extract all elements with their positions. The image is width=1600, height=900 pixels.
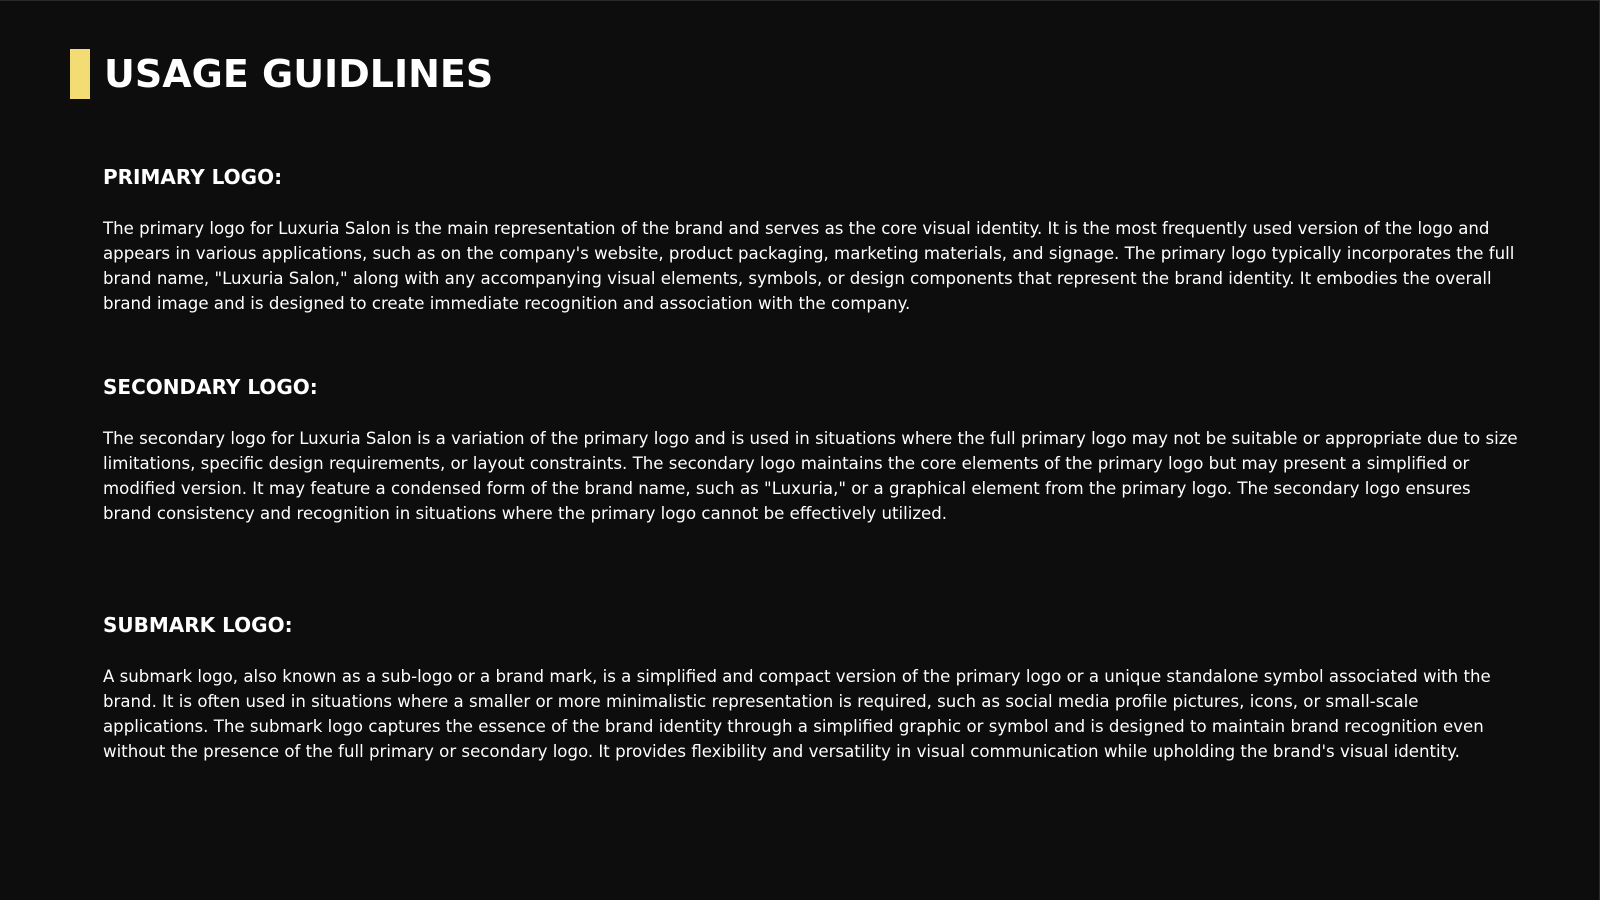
section-body: The primary logo for Luxuria Salon is the main representation of the brand and serves as the core visual identity. It is the most frequently used version of the logo and appears in various applications, such as on the company's website, product packaging, marketing materials, and signage. The primary logo typically incorporates the full brand name, "Luxuria Salon," along with any accompanying visual elements, symbols, or design components that represent the brand identity. It embodies the overall brand image and is designed to create immediate recognition and association with the company. (103, 219, 1515, 313)
section-heading: SECONDARY LOGO: (103, 375, 318, 399)
section-heading: SUBMARK LOGO: (103, 613, 293, 637)
title-row (70, 49, 493, 99)
section-primary-logo (103, 164, 1523, 316)
section-secondary-logo (103, 374, 1523, 526)
section-heading: PRIMARY LOGO: (103, 165, 283, 189)
section-submark-logo (103, 612, 1523, 764)
section-body: The secondary logo for Luxuria Salon is a variation of the primary logo and is used in situations where the full primary logo may not be suitable or appropriate due to size limitations, specific design requirements, or layout constraints. The secondary logo maintains the core elements of the primary logo but may present a simplified or modified version. It may feature a condensed form of the brand name, such as "Luxuria," or a graphical element from the primary logo. The secondary logo ensures brand consistency and recognition in situations where the primary logo cannot be effectively utilized. (103, 429, 1518, 523)
title-accent-bar (70, 49, 90, 99)
page-title: USAGE GUIDLINES (104, 52, 494, 96)
section-body: A submark logo, also known as a sub-logo or a brand mark, is a simplified and compact version of the primary logo or a unique standalone symbol associated with the brand. It is often used in situations where a smaller or more minimalistic representation is required, such as social media profile pictures, icons, or small-scale applications. The submark logo captures the essence of the brand identity through a simplified graphic or symbol and is designed to maintain brand recognition even without the presence of the full primary or secondary logo. It provides flexibility and versatility in visual communication while upholding the brand's visual identity. (103, 667, 1491, 761)
